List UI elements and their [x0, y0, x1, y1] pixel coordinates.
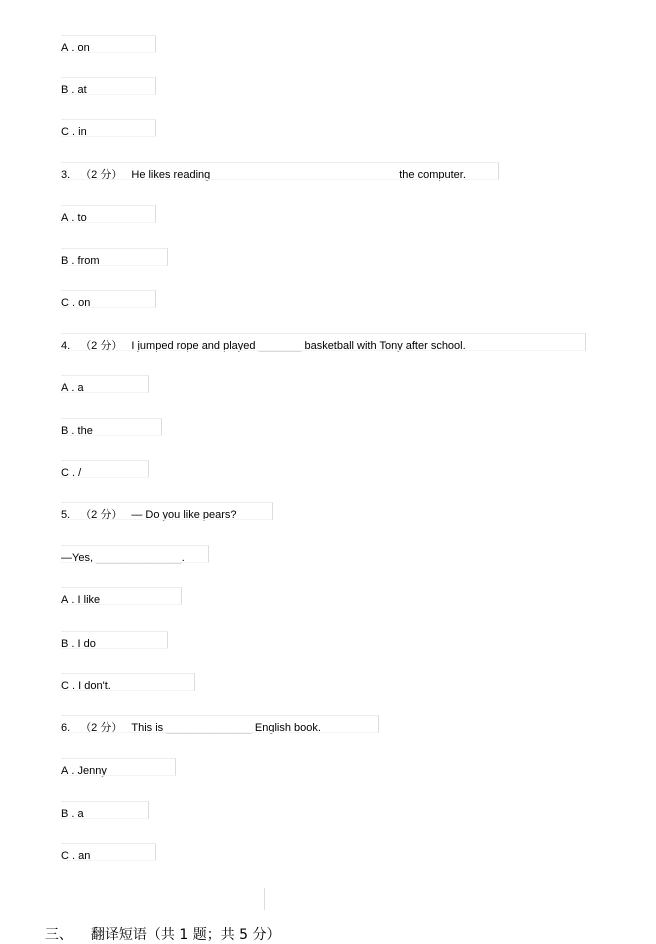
- question-score: （2 分）: [80, 340, 123, 352]
- option-letter: C: [61, 850, 69, 862]
- section-title: 翻译短语（共 1 题；共 5 分）: [90, 927, 281, 943]
- option-6-a[interactable]: A . Jenny: [61, 764, 107, 778]
- question-text: — Do you like pears?: [131, 509, 237, 521]
- option-text: Jenny: [77, 765, 107, 777]
- question-5-reply: [61, 551, 185, 565]
- option-letter: B: [61, 808, 69, 820]
- question-number: 4.: [61, 340, 71, 352]
- question-text: This is ______________ English book.: [131, 722, 321, 734]
- question-number: 6.: [61, 722, 71, 734]
- option-letter: A: [61, 594, 69, 606]
- option-2-b[interactable]: B . at: [61, 83, 87, 97]
- option-text: /: [78, 467, 82, 479]
- option-3-c[interactable]: C . on: [61, 296, 90, 310]
- option-text: in: [78, 126, 87, 138]
- question-text-start: He likes reading: [131, 169, 211, 181]
- section-number: 三、: [44, 927, 73, 943]
- option-letter: C: [61, 126, 69, 138]
- question-number: 3.: [61, 169, 71, 181]
- option-letter: A: [61, 212, 69, 224]
- option-text: I like: [77, 594, 101, 606]
- option-6-c[interactable]: C . an: [61, 849, 90, 863]
- question-text: I jumped rope and played _______ basketball with Tony after school.: [131, 340, 466, 352]
- option-text: an: [78, 850, 91, 862]
- option-text: from: [77, 255, 100, 267]
- question-5-stem: [61, 508, 237, 522]
- option-text: to: [77, 212, 87, 224]
- option-letter: C: [61, 680, 69, 692]
- option-text: the: [77, 425, 93, 437]
- option-letter: A: [61, 765, 69, 777]
- question-6-stem: [61, 721, 321, 735]
- option-text: a: [77, 808, 84, 820]
- option-text: on: [77, 42, 90, 54]
- option-2-c[interactable]: C . in: [61, 125, 87, 139]
- option-letter: B: [61, 255, 69, 267]
- option-text: I do: [77, 638, 96, 650]
- option-4-c[interactable]: C . /: [61, 466, 81, 480]
- option-letter: B: [61, 638, 69, 650]
- option-letter: B: [61, 84, 69, 96]
- option-6-b[interactable]: B . a: [61, 807, 84, 821]
- reply-text: —Yes, ______________.: [61, 552, 185, 564]
- question-score: （2 分）: [80, 722, 123, 734]
- option-3-a[interactable]: A . to: [61, 211, 87, 225]
- option-text: on: [78, 297, 91, 309]
- option-letter: A: [61, 382, 69, 394]
- option-2-a[interactable]: A . on: [61, 41, 90, 55]
- option-text: at: [77, 84, 87, 96]
- question-text-end: the computer.: [399, 169, 466, 181]
- question-3-stem: [61, 168, 466, 182]
- question-score: （2 分）: [80, 509, 123, 521]
- option-5-b[interactable]: B . I do: [61, 637, 96, 651]
- option-text: I don't.: [78, 680, 111, 692]
- option-letter: C: [61, 297, 69, 309]
- option-5-c[interactable]: C . I don't.: [61, 679, 111, 693]
- question-score: （2 分）: [80, 169, 123, 181]
- option-text: a: [77, 382, 84, 394]
- option-4-a[interactable]: A . a: [61, 381, 84, 395]
- question-number: 5.: [61, 509, 71, 521]
- option-letter: A: [61, 42, 69, 54]
- option-letter: B: [61, 425, 69, 437]
- question-4-stem: [61, 339, 466, 353]
- option-5-a[interactable]: A . I like: [61, 593, 100, 607]
- section-3-heading: [36, 890, 281, 944]
- option-letter: C: [61, 467, 69, 479]
- option-3-b[interactable]: B . from: [61, 254, 100, 268]
- option-4-b[interactable]: B . the: [61, 424, 93, 438]
